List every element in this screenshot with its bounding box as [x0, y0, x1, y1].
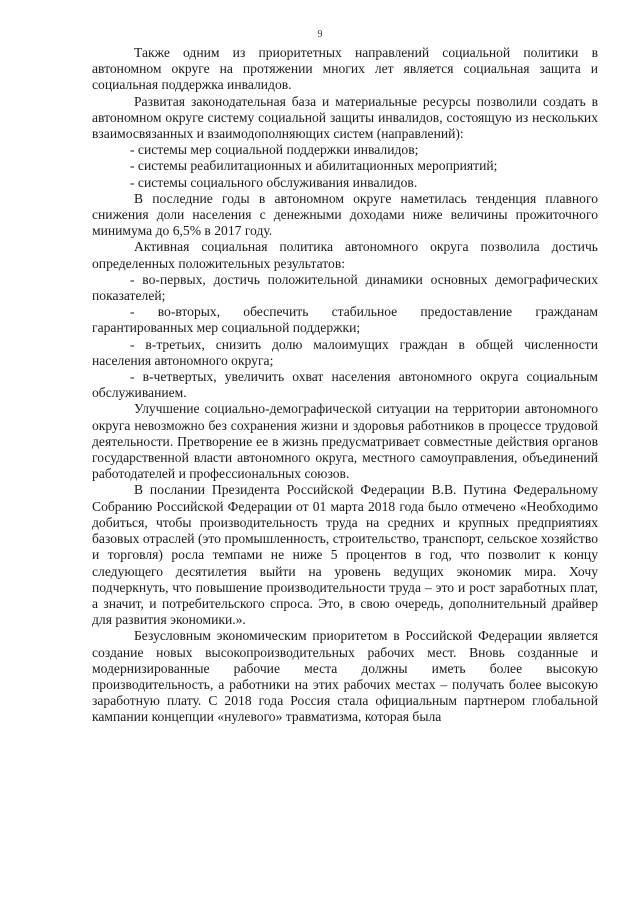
paragraph-social-protection: Также одним из приоритетных направлений социальной политики в автономном округе на протяжении многих лет является социальная защита и социальная поддержка инвалидов.	[92, 45, 598, 93]
list-item: - системы реабилитационных и абилитационных мероприятий;	[130, 158, 498, 174]
list-item: - системы социального обслуживания инвалидов.	[130, 174, 418, 190]
paragraph-economic-priority: Безусловным экономическим приоритетом в Российской Федерации является создание новых высокопроизводительных рабочих мест. Вновь созданные и модернизированные рабочие места должны иметь более высокую производительность, а работники на этих рабочих местах – получать более высокую заработную плату. С 2018 года Россия стала официальным партнером глобальной кампании концепции «нулевого» травматизма, которая была	[92, 628, 598, 725]
paragraph-presidential-address: В послании Президента Российской Федерации В.В. Путина Федеральному Собранию Российской Федерации от 01 марта 2018 года было отмечено «Необходимо добиться, чтобы производительность труда на средних и крупных предприятиях базовых отраслей (это промышленность, строительство, транспорт, сельское хозяйство и торговля) росла темпами не ниже 5 процентов в год, что позволит к концу следующего десятилетия выйти на уровень ведущих экономик мира. Хочу подчеркнуть, что повышение производительности труда – это и рост заработных плат, а значит, и потребительского спроса. Это, в свою очередь, дополнительный драйвер для развития экономики.».	[92, 482, 598, 628]
document-body	[92, 45, 598, 726]
list-item: - во-вторых, обеспечить стабильное предоставление гражданам гарантированных мер социальной поддержки;	[92, 304, 598, 336]
paragraph-legislative-base: Развитая законодательная база и материальные ресурсы позволили создать в автономном округе систему социальной защиты инвалидов, состоящую из нескольких взаимосвязанных и взаимодополняющих систем (направлений):	[92, 93, 598, 142]
paragraph-income-trend: В последние годы в автономном округе наметилась тенденция плавного снижения доли населения с денежными доходами ниже величины прожиточного минимума до 6,5% в 2017 году.	[92, 190, 598, 239]
paragraph-results-intro: Активная социальная политика автономного округа позволила достичь определенных положительных результатов:	[92, 239, 598, 271]
list-item: - в-третьих, снизить долю малоимущих граждан в общей численности населения автономного округа;	[92, 336, 598, 368]
list-item: - системы мер социальной поддержки инвалидов;	[130, 142, 419, 158]
list-item: - во-первых, достичь положительной динамики основных демографических показателей;	[92, 271, 598, 304]
paragraph-labor-safety: Улучшение социально-демографической ситуации на территории автономного округа невозможно без сохранения жизни и здоровья работников в процессе трудовой деятельности. Претворение ее в жизнь предусматривает совместные действия органов государственной власти автономного округа, местного самоуправления, объединений работодателей и профессиональных союзов.	[92, 401, 598, 482]
list-item: - в-четвертых, увеличить охват населения автономного округа социальным обслуживанием.	[92, 369, 598, 401]
page-number: 9	[317, 29, 323, 40]
